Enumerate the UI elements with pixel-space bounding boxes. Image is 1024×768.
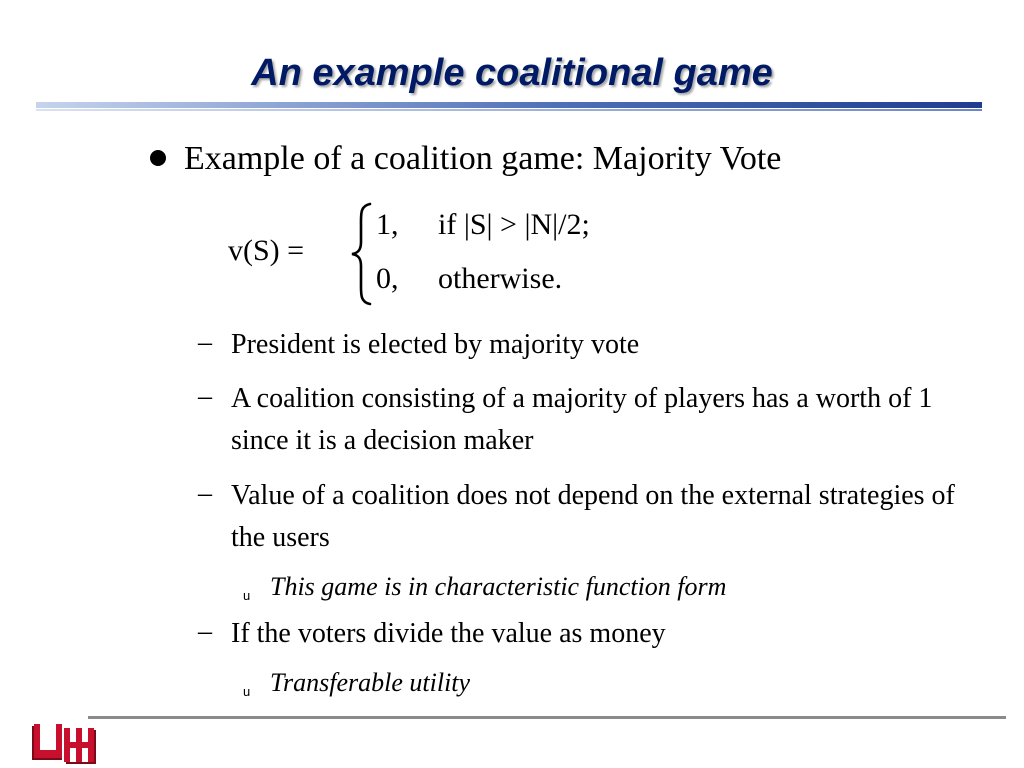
- subitem-characteristic-form: This game is in characteristic function form: [270, 572, 727, 601]
- bullet-dot-icon: [150, 150, 166, 166]
- item-president-elected: President is elected by majority vote: [231, 329, 640, 360]
- title-underline-secondary: [36, 109, 982, 111]
- formula-case-1: [376, 208, 590, 242]
- formula-lhs: v(S) =: [228, 234, 305, 267]
- formula-case-2: [376, 262, 562, 296]
- item-coalition-value: Value of a coalition does not depend on the external strategies of the users: [231, 480, 955, 553]
- majority-vote-formula: [228, 198, 698, 310]
- subitem-transferable-utility: Transferable utility: [270, 668, 471, 697]
- case-1-value: 1,: [376, 208, 399, 241]
- subitem-2-marker: u: [243, 684, 251, 699]
- curly-brace-icon: [350, 202, 372, 306]
- title-underline: [36, 102, 982, 108]
- item-3-dash: –: [198, 478, 212, 509]
- main-bullet: [150, 140, 781, 178]
- item-majority-coalition: A coalition consisting of a majority of players has a worth of 1 since it is a decision maker: [231, 383, 933, 456]
- main-bullet-text: Example of a coalition game: Majority Vote: [184, 140, 782, 177]
- slide-title: An example coalitional game: [251, 52, 773, 94]
- item-voters-divide: If the voters divide the value as money: [231, 618, 666, 649]
- uh-logo-icon: [32, 724, 96, 764]
- case-2-condition: otherwise.: [438, 262, 563, 295]
- case-1-condition: if |S| > |N|/2;: [438, 208, 590, 241]
- item-1-dash: –: [198, 327, 212, 358]
- footer-rule: [88, 716, 1006, 719]
- item-2-dash: –: [198, 381, 212, 412]
- case-2-value: 0,: [376, 262, 399, 295]
- item-4-dash: –: [198, 616, 212, 647]
- subitem-1-marker: u: [243, 588, 251, 603]
